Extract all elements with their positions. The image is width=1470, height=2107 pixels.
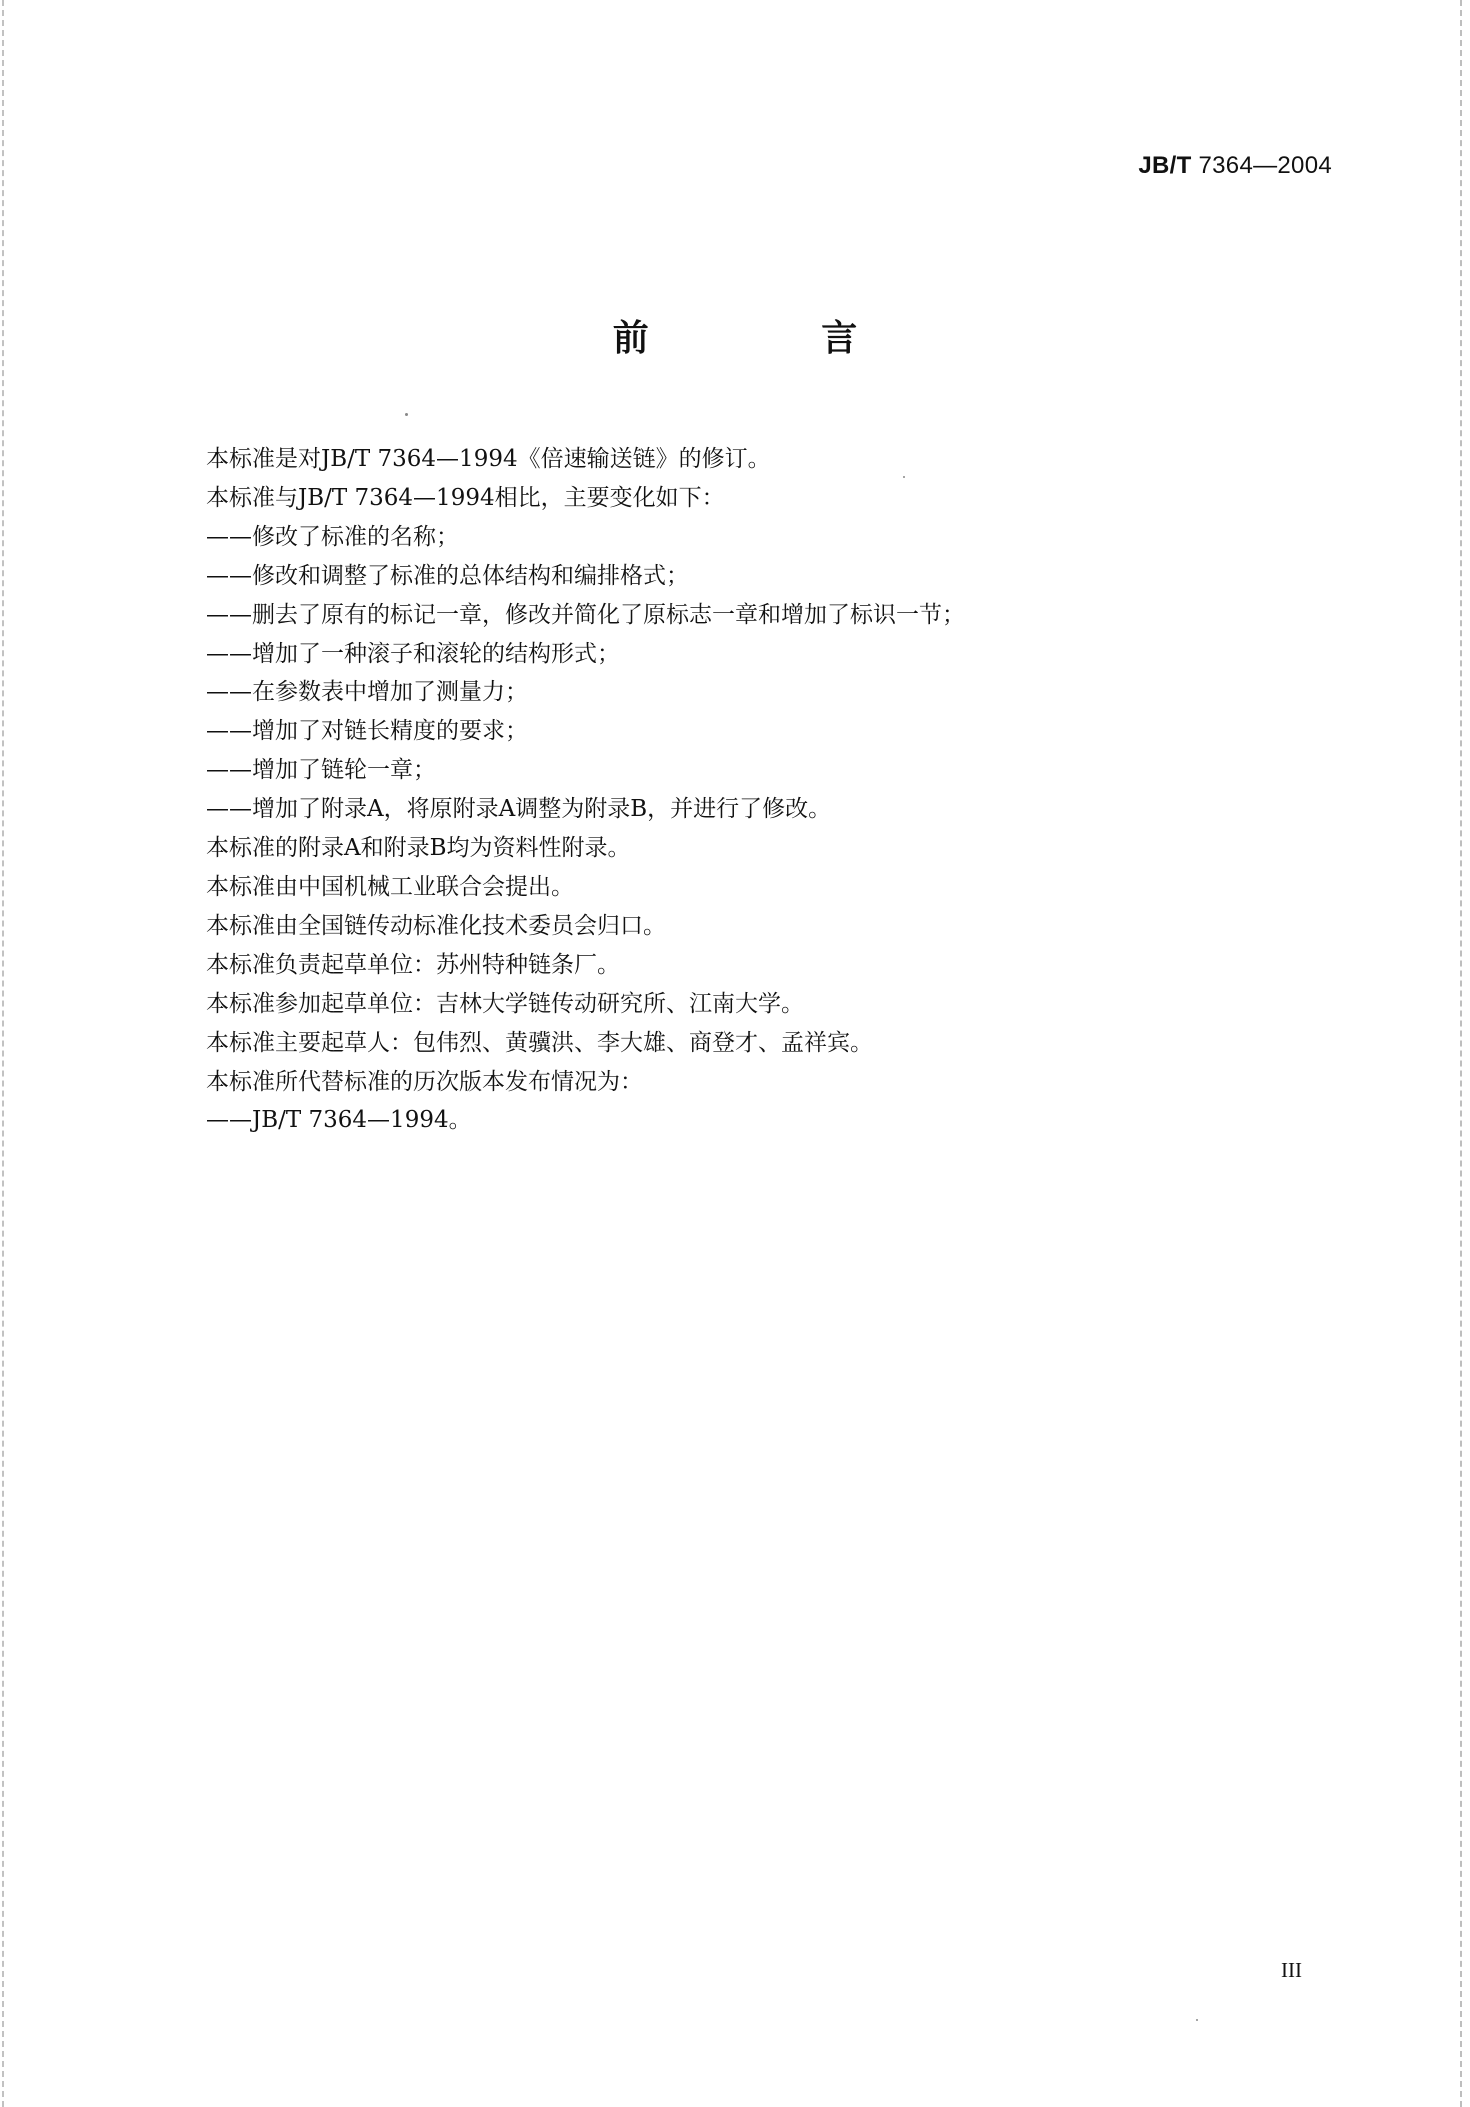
foreword-line: 本标准参加起草单位：吉林大学链传动研究所、江南大学。 (206, 990, 804, 1017)
change-item: ——增加了附录A，将原附录A调整为附录B，并进行了修改。 (206, 796, 832, 823)
change-item: ——增加了一种滚子和滚轮的结构形式； (206, 640, 620, 667)
change-item: ——修改了标准的名称； (206, 523, 459, 550)
foreword-body (206, 440, 1306, 1140)
foreword-line: 本标准与JB/T 7364—1994相比，主要变化如下： (206, 484, 725, 511)
standard-code-number: 7364—2004 (1198, 152, 1332, 179)
page-number: III (1281, 1958, 1302, 1982)
foreword-line: 本标准是对JB/T 7364—1994《倍速输送链》的修订。 (206, 446, 771, 472)
change-item: ——删去了原有的标记一章，修改并简化了原标志一章和增加了标识一节； (206, 601, 965, 628)
change-item: ——修改和调整了标准的总体结构和编排格式； (206, 562, 689, 589)
foreword-line: 本标准由中国机械工业联合会提出。 (206, 873, 574, 900)
scan-speck (1196, 2019, 1198, 2021)
page-title: 前 言 (612, 318, 938, 359)
change-item: ——增加了对链长精度的要求； (206, 718, 528, 745)
foreword-line: 本标准所代替标准的历次版本发布情况为： (206, 1068, 643, 1095)
standard-code (1138, 152, 1332, 180)
foreword-line: 本标准负责起草单位：苏州特种链条厂。 (206, 951, 620, 978)
foreword-line: 本标准主要起草人：包伟烈、黄骥洪、李大雄、商登才、孟祥宾。 (206, 1029, 873, 1056)
foreword-line: 本标准由全国链传动标准化技术委员会归口。 (206, 912, 666, 939)
foreword-line: 本标准的附录A和附录B均为资料性附录。 (206, 835, 631, 862)
scan-speck (405, 413, 408, 416)
change-item: ——在参数表中增加了测量力； (206, 679, 528, 706)
scan-speck (903, 476, 905, 478)
superseded-version: ——JB/T 7364—1994。 (206, 1107, 472, 1134)
standard-code-prefix: JB/T (1138, 152, 1192, 179)
change-item: ——增加了链轮一章； (206, 757, 436, 784)
